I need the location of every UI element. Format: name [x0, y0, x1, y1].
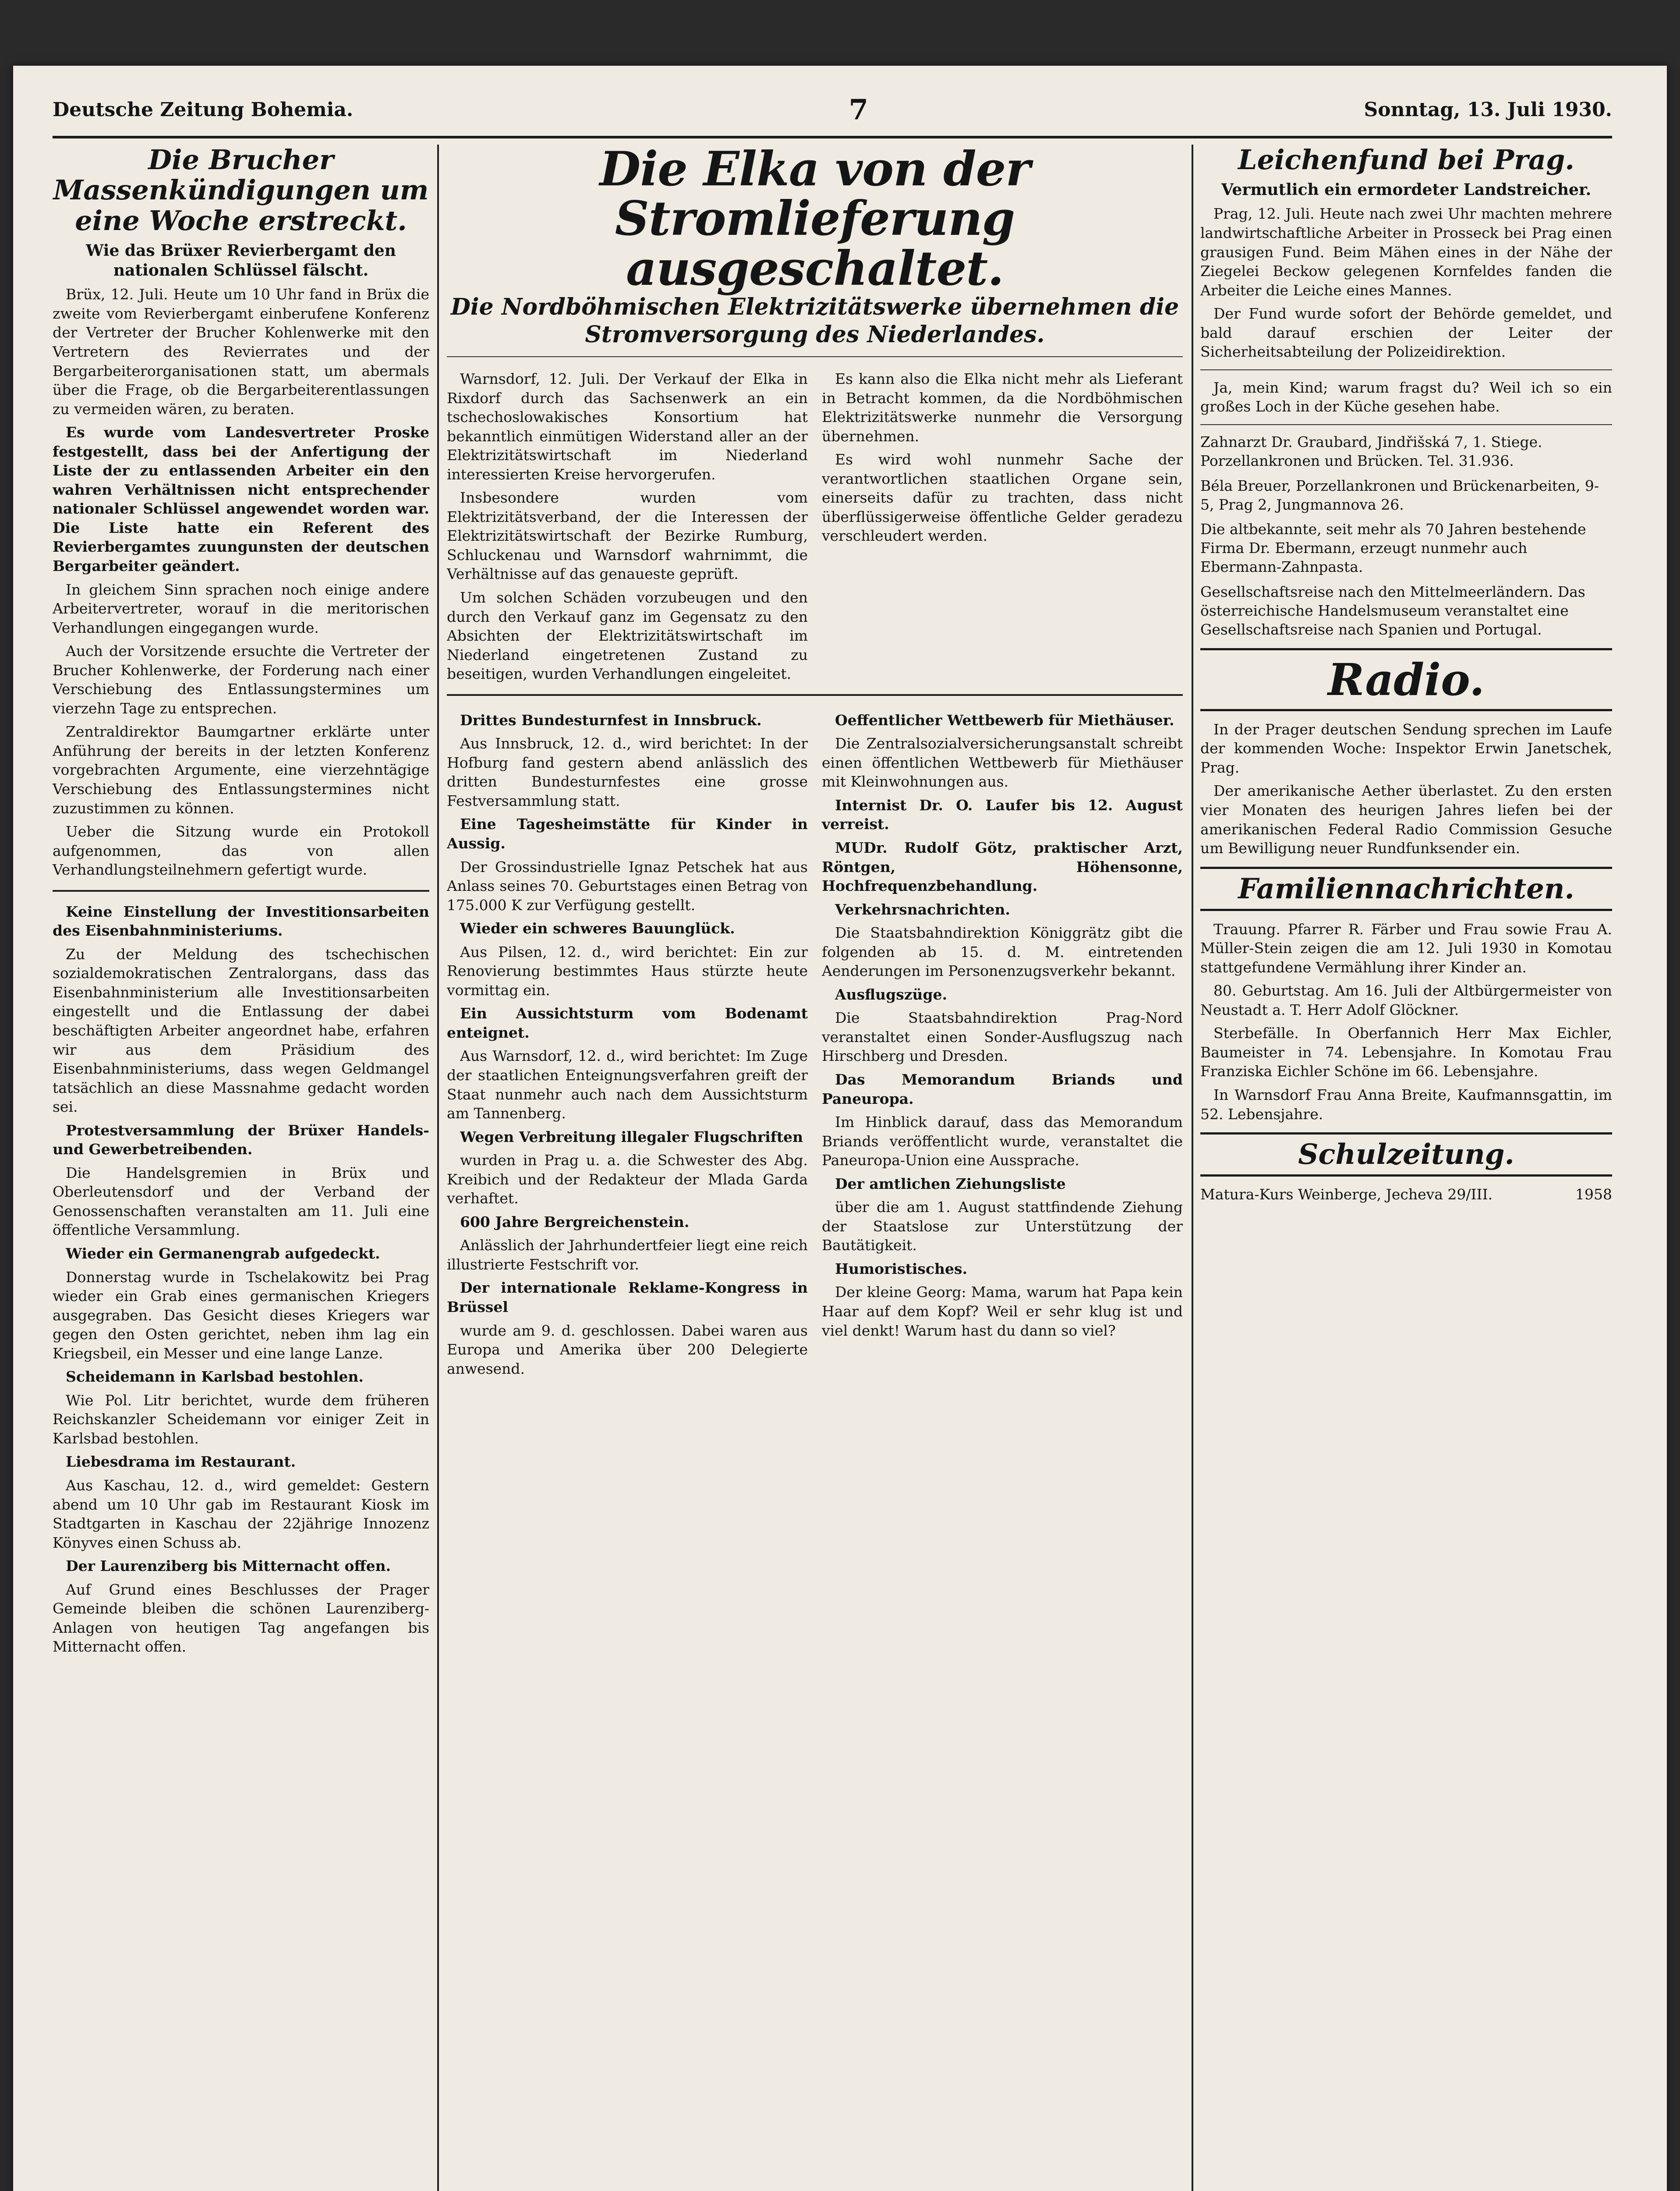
news-columns — [447, 706, 1183, 1379]
right-column — [1200, 145, 1612, 2191]
article-paragraph: In gleichem Sinn sprachen noch einige andere Arbeitervertreter, worauf in die meritorischen Verhandlungen eingegangen wurde. — [53, 581, 429, 636]
advertisement: Béla Breuer, Porzellankronen und Brückenarbeiten, 9-5, Prag 2, Jungmannova 26. — [1200, 477, 1599, 513]
divider — [1200, 424, 1612, 425]
news-heading: Humoristisches. — [835, 1260, 968, 1277]
news-body: Aus Pilsen, 12. d., wird berichtet: Ein zur Renovierung bestimmtes Haus stürzte heute vormittag ein. — [447, 943, 808, 999]
news-heading: Der amtlichen Ziehungsliste — [835, 1175, 1066, 1192]
divider — [1200, 369, 1612, 370]
radio-paragraph: Der amerikanische Aether überlastet. Zu den ersten vier Monaten des heurigen Jahres liefen bei der amerikanischen Federal Radio Commission Gesuche um Bewilligung neuer Rundfunksender ein. — [1200, 782, 1612, 857]
advertisement: Die altbekannte, seit mehr als 70 Jahren bestehende Firma Dr. Ebermann, erzeugt nunmehr auch Ebermann-Zahnpasta. — [1200, 521, 1586, 576]
radio-paragraph: In der Prager deutschen Sendung sprechen im Laufe der kommenden Woche: Inspektor Erwin Janetschek, Prag. — [1200, 720, 1612, 776]
left-column — [53, 145, 429, 2191]
news-heading: MUDr. Rudolf Götz, praktischer Arzt, Röntgen, Höhensonne, Hochfrequenzbehandlung. — [822, 839, 1183, 895]
news-heading: 600 Jahre Bergreichenstein. — [460, 1213, 690, 1230]
family-notice: Trauung. Pfarrer R. Färber und Frau sowie Frau A. Müller-Stein zeigen die am 12. Juli 1930 in Komotau stattgefundene Vermählung ihrer Kinder an. — [1200, 920, 1612, 976]
radio-section-title: Radio. — [1200, 648, 1612, 711]
column-rule — [1192, 145, 1193, 2191]
news-heading: Ein Aussichtsturm vom Bodenamt enteignet. — [447, 1005, 808, 1041]
article-paragraph: Der Fund wurde sofort der Behörde gemeldet, und bald darauf erschien der Leiter der Sicherheitsabteilung der Polizeidirektion. — [1200, 305, 1612, 361]
newspaper-page — [13, 66, 1667, 2191]
news-body: Anlässlich der Jahrhundertfeier liegt eine reich illustrierte Festschrift vor. — [447, 1237, 808, 1273]
column-rule — [437, 145, 439, 2191]
article-paragraph: Warnsdorf, 12. Juli. Der Verkauf der Elka in Rixdorf durch das Sachsenwerk an ein tschechoslowakisches Konsortium hat bekanntlich einmütigen Widerstand aller an der Elektrizitätswirtschaft im Niederland interessierten Kreise hervorgerufen. — [447, 370, 808, 483]
divider — [53, 890, 429, 892]
school-advertisement — [1200, 1185, 1612, 1204]
news-heading: Oeffentlicher Wettbewerb für Miethäuser. — [835, 711, 1174, 729]
article-paragraph: Ueber die Sitzung wurde ein Protokoll aufgenommen, das von allen Verhandlungsteilnehmern gefertigt wurde. — [53, 823, 429, 879]
article-paragraph: Es kann also die Elka nicht mehr als Lieferant in Betracht kommen, da die Nordböhmischen Elektrizitätswerke nunmehr die Versorgung übernehmen. — [822, 370, 1183, 445]
news-heading: Wieder ein schweres Bauunglück. — [460, 920, 735, 937]
article-paragraph: Prag, 12. Juli. Heute nach zwei Uhr machten mehrere landwirtschaftliche Arbeiter in Prosseck bei Prag einen grausigen Fund. Beim Mähen eines in der Nähe der Ziegelei Beckow gelegenen Kornfeldes fanden die Arbeiter die Leiche eines Mannes. — [1200, 205, 1612, 299]
paper-name: Deutsche Zeitung Bohemia. — [53, 98, 354, 121]
family-notice: In Warnsdorf Frau Anna Breite, Kaufmannsgattin, im 52. Lebensjahre. — [1200, 1086, 1612, 1123]
article-subhead: Vermutlich ein ermordeter Landstreicher. — [1221, 181, 1592, 199]
article-paragraph: Zentraldirektor Baumgartner erklärte unter Anführung der bereits in der letzten Konferenz vorgebrachten Argumente, eine vierzehntägige Verschiebung des Entlassungstermines nicht zuzustimmen zu können. — [53, 723, 429, 817]
school-ad-number: 1958 — [1575, 1186, 1612, 1203]
masthead — [53, 83, 1612, 138]
article-paragraph: Brüx, 12. Juli. Heute um 10 Uhr fand in Brüx die zweite vom Revierbergamt einberufene Konferenz der Vertreter der Brucher Kohlenwerke mit den Vertretern des Revierrates und der Bergarbeiterorganisationen statt, um abermals über die Frage, ob die Bergarbeiterentlassungen zu vermeiden wären, zu beraten. — [53, 286, 429, 418]
news-body: Im Hinblick darauf, dass das Memorandum Briands veröffentlicht wurde, veranstaltet die Paneuropa-Union eine Aussprache. — [822, 1113, 1183, 1169]
article-paragraph: Es wird wohl nunmehr Sache der verantwortlichen staatlichen Organe sein, einerseits dafür zu trachten, dass nicht überflüssigerweise öffentliche Gelder geradezu verschleudert werden. — [822, 451, 1183, 545]
news-body: Die Staatsbahndirektion Prag-Nord veranstaltet einen Sonder-Ausflugszug nach Hirschberg und Dresden. — [822, 1009, 1183, 1065]
advertisement: Gesellschaftsreise nach den Mittelmeerländern. Das österreichische Handelsmuseum veranstaltet eine Gesellschaftsreise nach Spanien und Portugal. — [1200, 583, 1585, 638]
main-subhead: Die Nordböhmischen Elektrizitätswerke übernehmen die Stromversorgung des Niederlandes. — [450, 294, 1179, 348]
news-heading: Scheidemann in Karlsbad bestohlen. — [66, 1368, 364, 1386]
school-section-title: Schulzeitung. — [1200, 1132, 1612, 1177]
news-body: Wie Pol. Litr berichtet, wurde dem früheren Reichskanzler Scheidemann vor einiger Zeit in Karlsbad bestohlen. — [53, 1391, 429, 1447]
news-heading: Ausflugszüge. — [835, 986, 948, 1003]
news-body: Aus Warnsdorf, 12. d., wird berichtet: Im Zuge der staatlichen Enteignungsverfahren greift der Staat nunmehr auch nach dem Aussichtsturm am Tannenberg. — [447, 1047, 808, 1122]
middle-column — [447, 142, 1183, 2191]
divider — [447, 694, 1183, 696]
news-heading: Internist Dr. O. Laufer bis 12. August verreist. — [822, 796, 1183, 833]
news-body: Zu der Meldung des tschechischen sozialdemokratischen Zentralorgans, dass das Eisenbahnministerium alle Investitionsarbeiten eingestellt und die Entlassung der dabei beschäftigten Arbeiter angeordnet habe, erfahren wir aus dem Präsidium des Eisenbahnministeriums, dass wegen Geldmangel tatsächlich an diese Massnahme gedacht worden sei. — [53, 945, 429, 1116]
article-paragraph: Ja, mein Kind; warum fragst du? Weil ich so ein großes Loch in der Küche gesehen habe. — [1200, 379, 1612, 415]
news-body: Der kleine Georg: Mama, warum hat Papa kein Haar auf dem Kopf? Weil er sehr klug ist und viel denkt! Warum hast du dann so viel? — [822, 1283, 1183, 1339]
article-paragraph: Insbesondere wurden vom Elektrizitätsverband, der die Interessen der Elektrizitätswirtschaft der Bezirke Rumburg, Schluckenau und Warnsdorf wahrnimmt, die Verhältnisse auf das genaueste geprüft. — [447, 489, 808, 583]
school-ad-text: Matura-Kurs Weinberge, Jecheva 29/III. — [1200, 1186, 1493, 1203]
family-notice: Sterbefälle. In Oberfannich Herr Max Eichler, Baumeister in 74. Lebensjahre. In Komotau Frau Franziska Eichler Schöne im 66. Lebensjahre. — [1200, 1025, 1612, 1080]
family-notice: 80. Geburtstag. Am 16. Juli der Altbürgermeister von Neustadt a. T. Herr Adolf Glöckner. — [1200, 982, 1612, 1018]
article-headline: Leichenfund bei Prag. — [1238, 144, 1575, 176]
news-body: Aus Kaschau, 12. d., wird gemeldet: Gestern abend um 10 Uhr gab im Restaurant Kiosk im Stadtgarten in Kaschau der 22jährige Innozenz Könyves einen Schuss ab. — [53, 1477, 429, 1551]
news-heading: Verkehrsnachrichten. — [835, 901, 1010, 918]
news-body: Auf Grund eines Beschlusses der Prager Gemeinde bleiben die schönen Laurenziberg-Anlagen von heutigen Tag angefangen bis Mitternacht offen. — [53, 1581, 429, 1656]
family-section-title: Familiennachrichten. — [1200, 867, 1612, 911]
advertisement: Zahnarzt Dr. Graubard, Jindřišská 7, 1. Stiege. Porzellankronen und Brücken. Tel. 31.936. — [1200, 433, 1542, 469]
divider — [447, 356, 1183, 357]
news-heading: Liebesdrama im Restaurant. — [66, 1453, 296, 1471]
page-number: 7 — [849, 93, 869, 126]
article-paragraph: Es wurde vom Landesvertreter Proske festgestellt, dass bei der Anfertigung der Liste der zu entlassenden Arbeiter ein den wahren Verhältnissen nicht entsprechender nationaler Schlüssel angewendet worden war. Die Liste hatte ein Referent des Revierbergamtes zuungunsten der deutschen Bergarbeiter geändert. — [53, 424, 429, 574]
news-heading: Der internationale Reklame-Kongress in Brüssel — [447, 1279, 808, 1316]
news-heading: Der Laurenziberg bis Mitternacht offen. — [66, 1557, 391, 1575]
main-headline: Die Elka von der Stromlieferung ausgeschaltet. — [599, 142, 1030, 296]
news-body: Die Zentralsozialversicherungsanstalt schreibt einen öffentlichen Wettbewerb für Miethäuser mit Kleinwohnungen aus. — [822, 735, 1183, 791]
news-body: Der Grossindustrielle Ignaz Petschek hat aus Anlass seines 70. Geburtstages einen Betrag von 175.000 K zur Verfügung gestellt. — [447, 858, 808, 914]
news-heading: Drittes Bundesturnfest in Innsbruck. — [460, 711, 762, 729]
news-body: über die am 1. August stattfindende Ziehung der Staatslose zur Unterstützung der Bautätigkeit. — [822, 1198, 1183, 1254]
article-paragraph: Um solchen Schäden vorzubeugen und den durch den Verkauf ganz im Gegensatz zu den Absichten der Elektrizitätswirtschaft im Niederland eingetretenen Zustand zu beseitigen, wurden Verhandlungen eingeleitet. — [447, 589, 808, 683]
article-paragraph: Auch der Vorsitzende ersuchte die Vertreter der Brucher Kohlenwerke, der Forderung nach einer Verschiebung des Entlassungstermines um vierzehn Tage zu entsprechen. — [53, 642, 429, 717]
news-body: Donnerstag wurde in Tschelakowitz bei Prag wieder ein Grab eines germanischen Kriegers ausgegraben. Das Gesicht dieses Kriegers war gegen den Osten gerichtet, neben ihm lag ein Kriegsbeil, ein Messer und eine lange Lanze. — [53, 1268, 429, 1362]
news-body: Aus Innsbruck, 12. d., wird berichtet: In der Hofburg fand gestern abend anlässlich des dritten Bundesturnfestes eine grosse Festversammlung statt. — [447, 735, 808, 809]
news-body: Die Staatsbahndirektion Königgrätz gibt die folgenden ab 15. d. M. eintretenden Aenderungen im Personenzugsverkehr bekannt. — [822, 924, 1183, 980]
main-article-body — [447, 365, 1183, 684]
issue-date: Sonntag, 13. Juli 1930. — [1364, 98, 1612, 121]
article-subhead: Wie das Brüxer Revierbergamt den nationalen Schlüssel fälscht. — [86, 241, 396, 280]
article-headline: Die Brucher Massenkündigungen um eine Woche erstreckt. — [53, 144, 429, 237]
news-heading: Eine Tagesheimstätte für Kinder in Aussig. — [447, 815, 808, 852]
news-body: wurden in Prag u. a. die Schwester des Abg. Kreibich und der Redakteur der Mlada Garda verhaftet. — [447, 1152, 808, 1207]
news-heading: Wieder ein Germanengrab aufgedeckt. — [66, 1245, 380, 1262]
news-body: wurde am 9. d. geschlossen. Dabei waren aus Europa und Amerika über 200 Delegierte anwesend. — [447, 1322, 808, 1377]
news-heading: Das Memorandum Briands und Paneuropa. — [822, 1071, 1183, 1107]
news-body: Die Handelsgremien in Brüx und Oberleutensdorf und der Verband der Genossenschaften veranstalten am 11. Juli eine öffentliche Versammlung. — [53, 1164, 429, 1239]
news-heading: Keine Einstellung der Investitionsarbeiten des Eisenbahnministeriums. — [53, 903, 429, 940]
news-heading: Protestversammlung der Brüxer Handels- und Gewerbetreibenden. — [53, 1121, 429, 1158]
news-heading: Wegen Verbreitung illegaler Flugschriften — [460, 1128, 803, 1145]
